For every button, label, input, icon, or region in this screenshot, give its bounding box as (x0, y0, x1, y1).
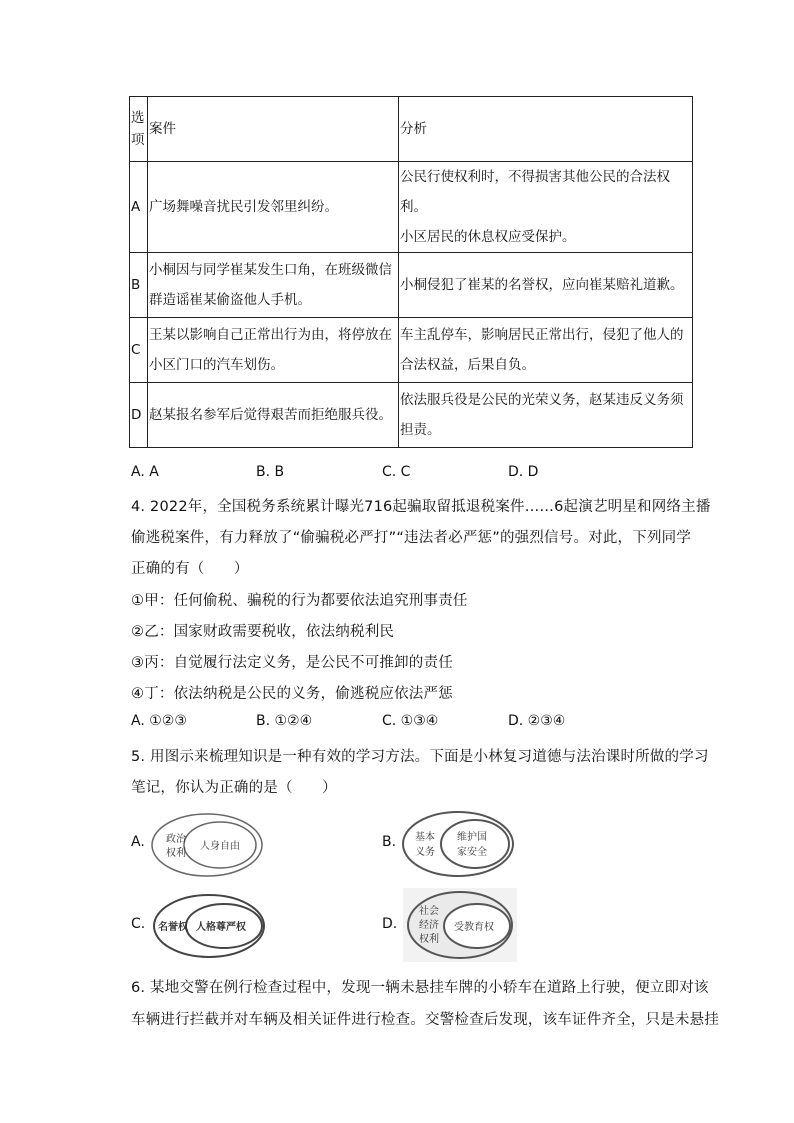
q4-option-a[interactable]: A. ①②③ (131, 713, 187, 729)
q3-option-a[interactable]: A. A (131, 464, 159, 480)
table-row (130, 383, 693, 448)
q6-stem-line: 6. 某地交警在例行检查过程中，发现一辆未悬挂车牌的小轿车在道路上行驶，便立即对该 (131, 980, 709, 996)
q4-stem-line: 4. 2022年，全国税务系统累计曝光716起骗取留抵退税案件……6起演艺明星和网络主播 (131, 499, 711, 515)
row-option: C (130, 318, 148, 383)
cases-table (129, 96, 693, 448)
table-row (130, 318, 693, 383)
inner-label: 人身自由 (200, 841, 240, 852)
row-analysis: 车主乱停车，影响居民正常出行，侵犯了他人的 合法权益，后果自负。 (399, 318, 693, 383)
q5-diagram-b[interactable] (401, 810, 516, 878)
q5-stem-line: 5. 用图示来梳理知识是一种有效的学习方法。下面是小林复习道德与法治课时所做的学习 (131, 749, 709, 765)
row-analysis: 依法服兵役是公民的光荣义务，赵某违反义务须 担责。 (399, 383, 693, 448)
q3-option-c[interactable]: C. C (382, 464, 411, 480)
row-analysis: 小桐侵犯了崔某的名誉权，应向崔某赔礼道歉。 (399, 253, 693, 318)
q4-option-c[interactable]: C. ①③④ (382, 713, 439, 729)
outer-label: 名誉权 (158, 922, 188, 933)
row-option: B (130, 253, 148, 318)
table-row (130, 162, 693, 253)
q5-diagram-d[interactable] (403, 888, 517, 962)
q5-diagram-c[interactable] (152, 893, 266, 959)
outer-label: 权利 (419, 934, 439, 945)
table-row (130, 253, 693, 318)
q4-statement: ②乙：国家财政需要税收，依法纳税利民 (131, 624, 395, 640)
q3-option-b[interactable]: B. B (256, 464, 285, 480)
outer-label: 义务 (415, 847, 435, 858)
inner-label: 家安全 (457, 847, 487, 858)
q4-stem-line: 正确的有（ ） (131, 561, 249, 577)
q4-option-b[interactable]: B. ①②④ (256, 713, 313, 729)
row-case: 王某以影响自己正常出行为由，将停放在 小区门口的汽车划伤。 (148, 318, 399, 383)
outer-label: 基本 (415, 832, 435, 843)
q5-option-a-label[interactable]: A. (131, 834, 145, 850)
q4-stem-line: 偷逃税案件，有力释放了“偷骗税必严打”“违法者必严惩”的强烈信号。对此，下列同学 (131, 530, 692, 546)
q5-stem-line: 笔记，你认为正确的是（ ） (131, 780, 337, 796)
outer-label: 政治 (166, 834, 186, 845)
q5-option-b-label[interactable]: B. (382, 834, 397, 850)
outer-label: 社会 (419, 906, 439, 917)
q5-option-d-label[interactable]: D. (382, 916, 398, 932)
q4-statement: ①甲：任何偷税、骗税的行为都要依法追究刑事责任 (131, 593, 468, 609)
q3-option-d[interactable]: D. D (508, 464, 539, 480)
row-analysis: 公民行使权利时，不得损害其他公民的合法权利。 小区居民的休息权应受保护。 (399, 162, 693, 253)
q5-option-c-label[interactable]: C. (131, 916, 146, 932)
q4-statement: ③丙：自觉履行法定义务，是公民不可推卸的责任 (131, 655, 453, 671)
outer-label: 权利 (166, 848, 186, 859)
header-option: 选项 (130, 97, 148, 162)
q4-statement: ④丁：依法纳税是公民的义务，偷逃税应依法严惩 (131, 686, 453, 702)
table-header-row (130, 97, 693, 162)
row-case: 赵某报名参军后觉得艰苦而拒绝服兵役。 (148, 383, 399, 448)
q5-diagram-a[interactable] (150, 812, 265, 878)
inner-label: 维护国 (457, 832, 487, 843)
outer-label: 经济 (419, 920, 439, 931)
q4-option-d[interactable]: D. ②③④ (508, 713, 566, 729)
row-option: D (130, 383, 148, 448)
q6-stem-line: 车辆进行拦截并对车辆及相关证件进行检查。交警检查后发现，该车证件齐全，只是未悬挂 (131, 1012, 719, 1028)
header-case: 案件 (148, 97, 399, 162)
inner-label: 人格尊严权 (196, 922, 246, 933)
header-analysis: 分析 (399, 97, 693, 162)
inner-label: 受教育权 (454, 922, 494, 933)
row-option: A (130, 162, 148, 253)
row-case: 小桐因与同学崔某发生口角，在班级微信 群造谣崔某偷盗他人手机。 (148, 253, 399, 318)
row-case: 广场舞噪音扰民引发邻里纠纷。 (148, 162, 399, 253)
